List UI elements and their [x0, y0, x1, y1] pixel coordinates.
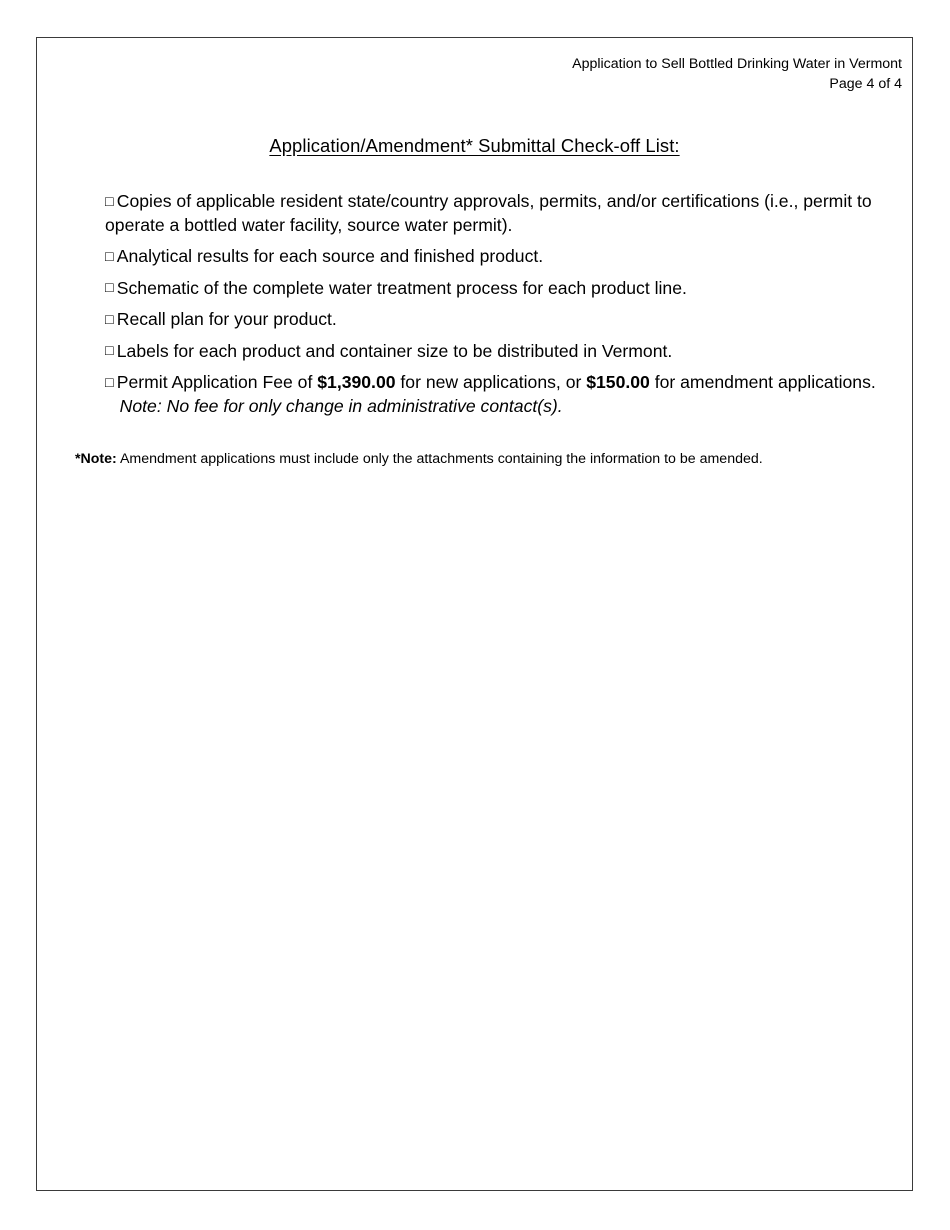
header-document-title: Application to Sell Bottled Drinking Water in Vermont	[572, 56, 902, 72]
footnote-text: Amendment applications must include only the attachments containing the information to be amended.	[116, 451, 763, 467]
checklist-item-treatment-schematic[interactable]	[105, 277, 885, 301]
fee-text-middle: for new applications, or	[395, 372, 587, 392]
new-application-fee-amount: $1,390.00	[317, 372, 396, 392]
page-title-text: Application/Amendment* Submittal Check-off List:	[269, 135, 680, 156]
checklist-item-permit-application-fee[interactable]	[105, 371, 885, 418]
document-page	[36, 37, 913, 1191]
amendment-fee-amount: $150.00	[586, 372, 650, 392]
checklist-item-label: Analytical results for each source and finished product.	[116, 246, 544, 266]
fee-text-prefix: Permit Application Fee of	[116, 372, 318, 392]
fee-note-spacer	[105, 396, 120, 416]
checkbox-icon[interactable]: □	[105, 193, 114, 210]
page-title	[37, 134, 912, 158]
checklist-item-label: Recall plan for your product.	[116, 309, 337, 329]
fee-note-italic: Note: No fee for only change in administrative contact(s).	[119, 395, 563, 416]
checklist-item-recall-plan[interactable]	[105, 308, 885, 332]
fee-text-suffix: for amendment applications.	[649, 372, 876, 392]
checkbox-icon[interactable]: □	[105, 280, 114, 296]
checklist-item-resident-approvals[interactable]	[105, 190, 885, 237]
footnote	[75, 449, 905, 469]
submittal-checklist	[105, 190, 885, 418]
checklist-item-label: Schematic of the complete water treatment process for each product line.	[116, 277, 687, 298]
document-header	[572, 54, 902, 94]
checklist-item-product-labels[interactable]	[105, 340, 885, 364]
checkbox-icon[interactable]: □	[105, 311, 114, 328]
checkbox-icon[interactable]: □	[105, 343, 114, 359]
footnote-label: *Note:	[75, 451, 117, 467]
checklist-item-analytical-results[interactable]	[105, 245, 885, 269]
checkbox-icon[interactable]: □	[105, 374, 114, 391]
checklist-item-label: Labels for each product and container size to be distributed in Vermont.	[116, 340, 673, 361]
checkbox-icon[interactable]: □	[105, 248, 114, 265]
header-page-number: Page 4 of 4	[829, 76, 902, 92]
checklist-item-label: Copies of applicable resident state/country approvals, permits, and/or certifications (i.e., permit to operate a bottled water facility, source water permit).	[105, 191, 872, 235]
